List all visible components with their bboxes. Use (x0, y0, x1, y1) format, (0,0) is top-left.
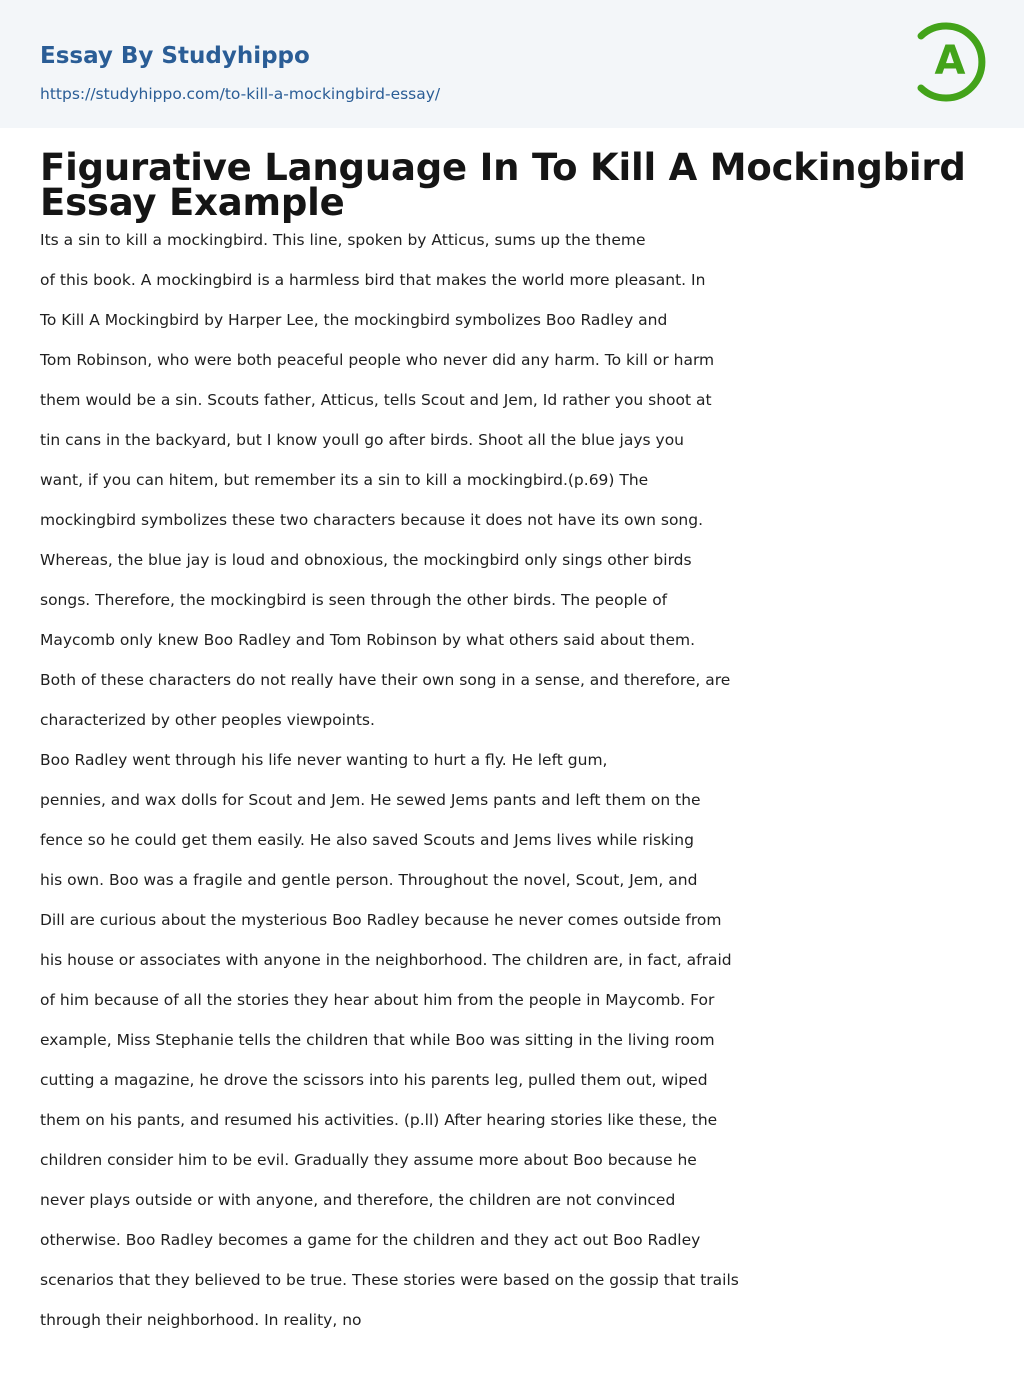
essay-line: Both of these characters do not really have their own song in a sense, and therefore, are (40, 671, 731, 689)
essay-line: through their neighborhood. In reality, no (40, 1311, 362, 1329)
essay-line: mockingbird symbolizes these two characters because it does not have its own song. (40, 511, 704, 529)
essay-line: Its a sin to kill a mockingbird. This line, spoken by Atticus, sums up the theme (40, 231, 646, 249)
page-header (0, 0, 1024, 128)
essay-line: his house or associates with anyone in the neighborhood. The children are, in fact, afraid (40, 951, 732, 969)
essay-line: cutting a magazine, he drove the scissors into his parents leg, pulled them out, wiped (40, 1071, 708, 1089)
essay-line: children consider him to be evil. Gradually they assume more about Boo because he (40, 1151, 697, 1169)
logo-letter: A (934, 38, 966, 84)
essay-line: Whereas, the blue jay is loud and obnoxious, the mockingbird only sings other birds (40, 551, 692, 569)
essay-line: them would be a sin. Scouts father, Atticus, tells Scout and Jem, Id rather you shoot at (40, 391, 712, 409)
essay-line: otherwise. Boo Radley becomes a game for the children and they act out Boo Radley (40, 1231, 701, 1249)
source-url-link[interactable]: https://studyhippo.com/to-kill-a-mockingbird-essay/ (40, 85, 441, 103)
essay-line: his own. Boo was a fragile and gentle person. Throughout the novel, Scout, Jem, and (40, 871, 698, 889)
essay-title: Figurative Language In To Kill A Mockingbird Essay Example (40, 146, 966, 224)
essay-line: tin cans in the backyard, but I know youll go after birds. Shoot all the blue jays you (40, 431, 685, 449)
essay-line: songs. Therefore, the mockingbird is seen through the other birds. The people of (40, 591, 668, 609)
essay-line: characterized by other peoples viewpoints. (40, 711, 375, 729)
essay-line: fence so he could get them easily. He also saved Scouts and Jems lives while risking (40, 831, 694, 849)
essay-line: Tom Robinson, who were both peaceful people who never did any harm. To kill or harm (40, 351, 715, 369)
site-brand[interactable]: Essay By Studyhippo (40, 43, 310, 69)
essay-line: Boo Radley went through his life never wanting to hurt a fly. He left gum, (40, 751, 608, 769)
essay-line: of him because of all the stories they hear about him from the people in Maycomb. For (40, 991, 715, 1009)
essay-body (40, 224, 1000, 1344)
studyhippo-logo[interactable] (912, 18, 988, 106)
essay-line: never plays outside or with anyone, and therefore, the children are not convinced (40, 1191, 676, 1209)
essay-line: pennies, and wax dolls for Scout and Jem. He sewed Jems pants and left them on the (40, 791, 701, 809)
essay-line: scenarios that they believed to be true. These stories were based on the gossip that trails (40, 1271, 739, 1289)
essay-line: them on his pants, and resumed his activities. (p.ll) After hearing stories like these, the (40, 1111, 718, 1129)
essay-line: want, if you can hitem, but remember its a sin to kill a mockingbird.(p.69) The (40, 471, 649, 489)
essay-line: Dill are curious about the mysterious Boo Radley because he never comes outside from (40, 911, 722, 929)
essay-line: To Kill A Mockingbird by Harper Lee, the mockingbird symbolizes Boo Radley and (40, 311, 668, 329)
essay-line: Maycomb only knew Boo Radley and Tom Robinson by what others said about them. (40, 631, 696, 649)
essay-line: example, Miss Stephanie tells the children that while Boo was sitting in the living room (40, 1031, 715, 1049)
essay-line: of this book. A mockingbird is a harmless bird that makes the world more pleasant. In (40, 271, 706, 289)
